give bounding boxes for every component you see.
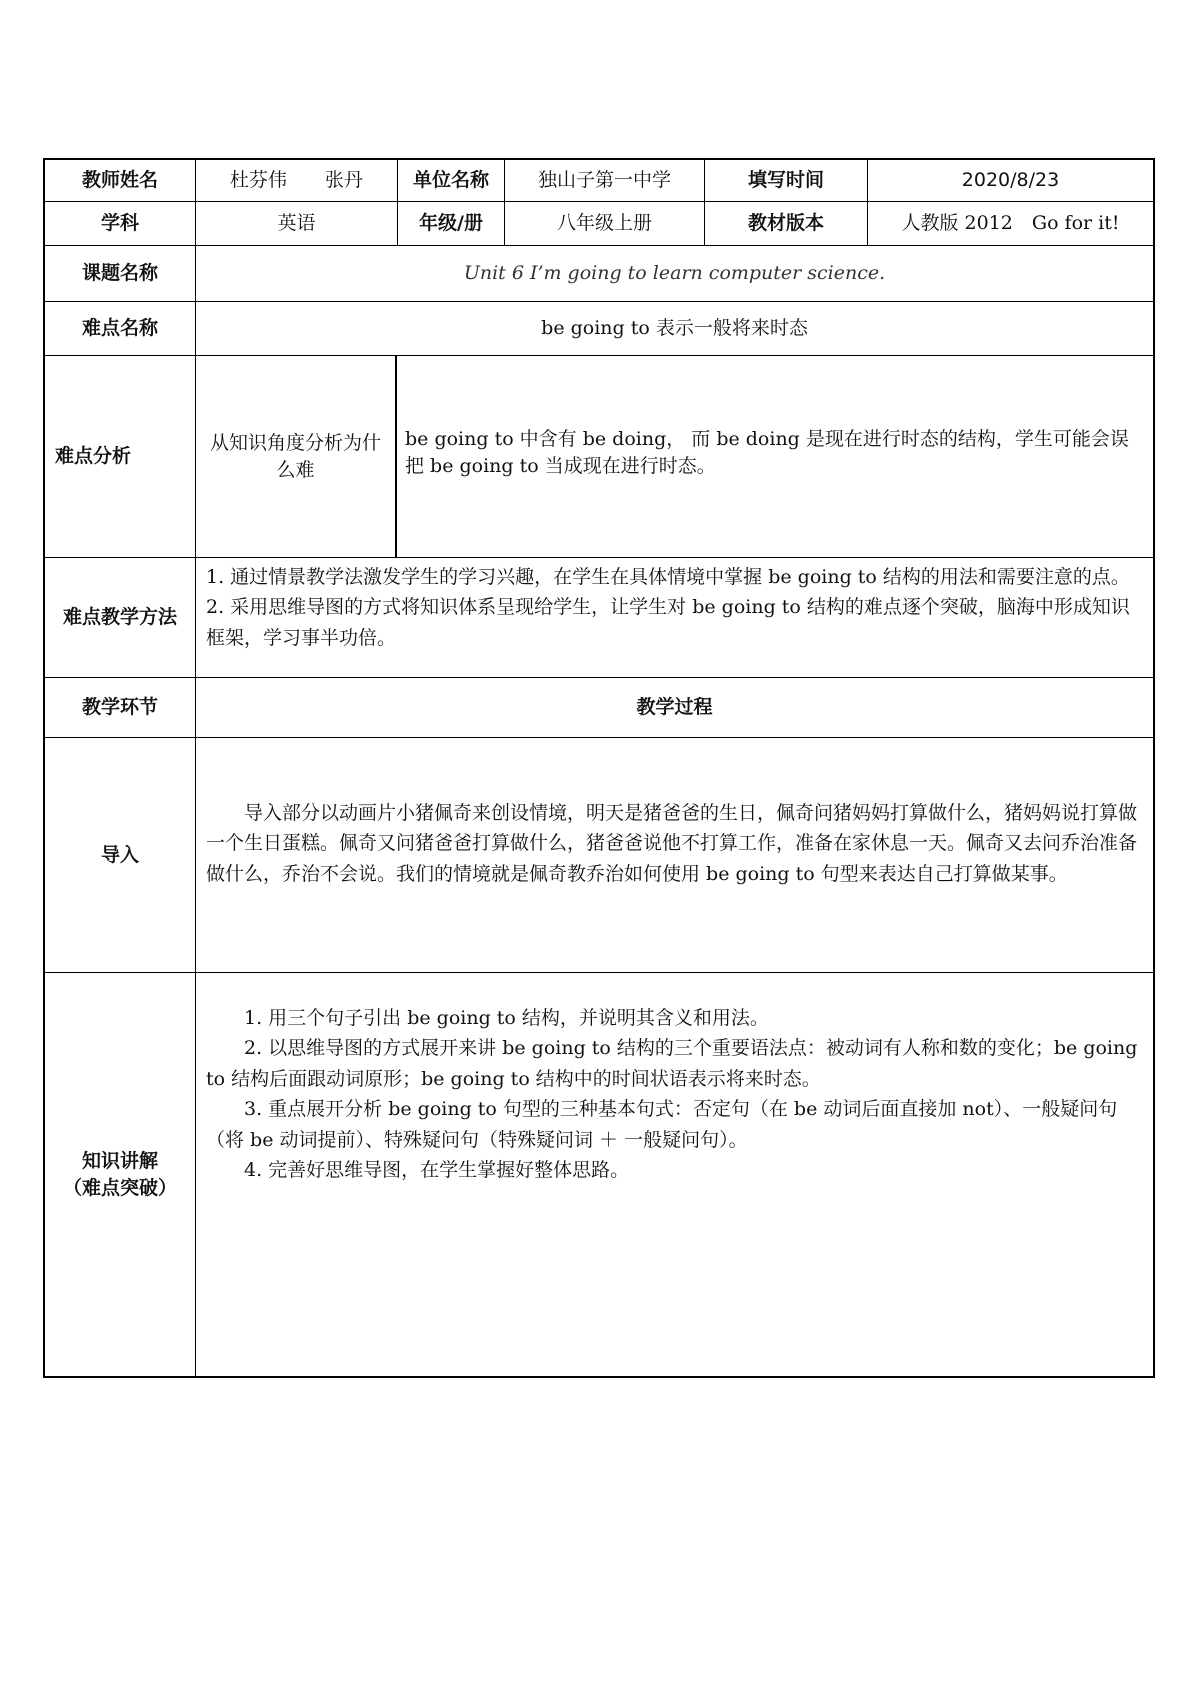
- teaching-method-label: 难点教学方法: [45, 558, 196, 678]
- teacher-name-label: 教师姓名: [45, 160, 196, 202]
- difficulty-analysis-label: 难点分析: [45, 356, 196, 558]
- unit-name-label: 单位名称: [398, 160, 505, 202]
- topic-value: Unit 6 I’m going to learn computer science.: [196, 246, 1153, 302]
- difficulty-name-value: be going to 表示一般将来时态: [196, 302, 1153, 356]
- textbook-label: 教材版本: [705, 202, 868, 246]
- knowledge-item-3: 3. 重点展开分析 be going to 句型的三种基本句式：否定句（在 be 动词后面直接加 not）、一般疑问句（将 be 动词提前）、特殊疑问句（特殊疑问词 ＋ 一般疑问句）。: [206, 1098, 1118, 1151]
- difficulty-analysis-sublabel: 从知识角度分析为什么难: [196, 356, 397, 558]
- intro-label: 导入: [45, 738, 196, 973]
- grade-label: 年级/册: [398, 202, 505, 246]
- lesson-plan-table: [43, 158, 1155, 1378]
- knowledge-label-line2: （难点突破）: [62, 1176, 177, 1199]
- subject-value: 英语: [196, 202, 398, 246]
- teaching-stage-label: 教学环节: [45, 678, 196, 738]
- difficulty-name-label: 难点名称: [45, 302, 196, 356]
- knowledge-item-4: 4. 完善好思维导图，在学生掌握好整体思路。: [244, 1158, 630, 1181]
- knowledge-item-2: 2. 以思维导图的方式展开来讲 be going to 结构的三个重要语法点：被动词有人称和数的变化；be going to 结构后面跟动词原形；be going to 结构中的时间状语表示将来时态。: [206, 1037, 1138, 1090]
- unit-name-value: 独山子第一中学: [505, 160, 705, 202]
- knowledge-text: [196, 973, 1153, 1376]
- difficulty-analysis-text: be going to 中含有 be doing， 而 be doing 是现在进行时态的结构，学生可能会误把 be going to 当成现在进行时态。: [397, 356, 1153, 558]
- topic-label: 课题名称: [45, 246, 196, 302]
- teacher-name-value: 杜芬伟 张丹: [196, 160, 398, 202]
- fill-date-label: 填写时间: [705, 160, 868, 202]
- teaching-method-line-2: 2. 采用思维导图的方式将知识体系呈现给学生，让学生对 be going to 结构的难点逐个突破，脑海中形成知识框架，学习事半功倍。: [206, 596, 1130, 649]
- textbook-value: 人教版 2012 Go for it!: [868, 202, 1153, 246]
- teaching-method-line-1: 1. 通过情景教学法激发学生的学习兴趣，在学生在具体情境中掌握 be going to 结构的用法和需要注意的点。: [206, 566, 1130, 588]
- subject-label: 学科: [45, 202, 196, 246]
- knowledge-item-1: 1. 用三个句子引出 be going to 结构，并说明其含义和用法。: [244, 1007, 769, 1029]
- knowledge-label-line1: 知识讲解: [81, 1149, 158, 1172]
- teaching-method-text: [196, 558, 1153, 678]
- grade-value: 八年级上册: [505, 202, 705, 246]
- fill-date-value: 2020/8/23: [868, 160, 1153, 202]
- teaching-process-heading: 教学过程: [196, 678, 1153, 738]
- knowledge-label: [45, 973, 196, 1376]
- intro-text: 导入部分以动画片小猪佩奇来创设情境，明天是猪爸爸的生日，佩奇问猪妈妈打算做什么，猪妈妈说打算做一个生日蛋糕。佩奇又问猪爸爸打算做什么，猪爸爸说他不打算工作，准备在家休息一天。佩奇又去问乔治准备做什么，乔治不会说。我们的情境就是佩奇教乔治如何使用 be going to 句型来表达自己打算做某事。: [196, 738, 1153, 973]
